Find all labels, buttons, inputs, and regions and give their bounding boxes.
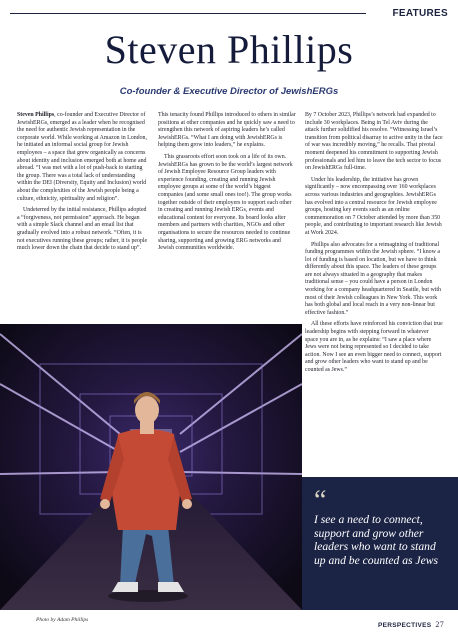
text-column-2 (158, 112, 296, 257)
section-label: FEATURES (392, 8, 448, 19)
page-footer (378, 620, 444, 629)
pull-quote-text: I see a need to connect, support and grow other leaders who want to stand up and be counted as Jews (314, 513, 438, 567)
page-number: 27 (435, 620, 444, 629)
paragraph: This tenacity found Phillips introduced to others in similar positions at other companies and he quickly saw a need to strengthen this network of aspiring leaders he’s called JewishERGs. “What I am doing with JewishERGs is helping them grow into leaders,” he explains. (158, 112, 296, 149)
article-title: Steven Phillips (104, 27, 354, 72)
quote-mark-icon: “ (314, 485, 327, 516)
article-subtitle: Co-founder & Executive Director of JewishERGs (119, 86, 339, 97)
paragraph: Undeterred by the initial resistance, Phillips adopted a “forgiveness, not permission” approach. He began with a simple Slack channel and an email list that gradually evolved into a robust network. “Often, it is not executives running these groups; rather, it is people much lower down the chain that decide to stand up”. (17, 207, 148, 252)
portrait-photo-illustration (0, 324, 302, 610)
header-rule (10, 13, 366, 14)
paragraph: Under his leadership, the initiative has grown significantly – now encompassing over 160 workplaces across various industries and geographies. JewishERGs has evolved into a central resource for Jewish employee groups, hosting key events such as an online commemoration on 7 October attended by more than 350 people, and contributing to important research like Jewish at Work 2024. (305, 176, 442, 236)
paragraph (17, 112, 150, 203)
paragraph: Phillips also advocates for a reimagining of traditional funding programmes within the Jewish sphere. “I know a lot of funding is based on location, but we have to think differently about this space. The leaders of these groups are not always situated in a geography that makes traditional sense – you could have a person in London working for a company headquartered in Seattle, but with most of their Jewish colleagues in New York. This work has both global and local reach in a very non-linear but effective fashion.” (305, 241, 441, 316)
paragraph-text: , co-founder and Executive Director of JewishERGs, emerged as a leader when he recognised the need for authentic Jewish representation in the corporate world. While working at Amazon in London, he initiated an informal social group for Jewish employees – a space that grew organically as concerns about identity and inclusion emerged both at home and abroad. “I was met with a lot of push-back to starting the group. There was a total lack of understanding within the DEI (Diversity, Equity and Inclusion) world about the complexities of the Jewish people being a culture, ethnicity, spirituality and religion”. (17, 112, 147, 202)
photo-caption: Photo by Adam Phillips (36, 617, 89, 623)
name-bold: Steven Phillips (17, 112, 55, 118)
paragraph: This grassroots effort soon took on a life of its own. JewishERGs has grown to be the world’s largest network of Jewish Employee Resource Group leaders with experience founding, creating and running Jewish employee groups at some of the world’s biggest companies (and some small ones too!). The group works together outside of their employers to support each other in creating and running Jewish ERGs, events and educational content for everyone. Its board looks after members and partners with charities, NGOs and other organisations to secure the resources needed to continue sharing, supporting and growing ERG networks and Jewish communities worldwide. (158, 153, 293, 252)
publication-name: PERSPECTIVES (377, 622, 432, 629)
paragraph: All these efforts have reinforced his conviction that true leadership begins with stepping forward in whatever space you are in, as he explains: “I saw a place where Jews were not being represented so I decided to take action. Now I see an even bigger need to connect, support and grow other leaders who want to stand up and be counted as Jews.” (305, 321, 443, 373)
paragraph: By 7 October 2023, Phillips’s network had expanded to include 30 workplaces. Being in Tel Aviv during the attack further solidified his resolve. “Witnessing Israel’s transition from political disarray to active unity in the face of war was incredibly moving,” he recalls. That pivotal moment deepened his commitment to supporting Jewish professionals and led him to leave the tech sector to focus on JewishERGs full-time. (305, 112, 443, 172)
text-column-3 (305, 112, 443, 379)
text-column-1 (17, 112, 150, 257)
portrait-photo (0, 324, 302, 610)
pull-quote (302, 477, 458, 610)
